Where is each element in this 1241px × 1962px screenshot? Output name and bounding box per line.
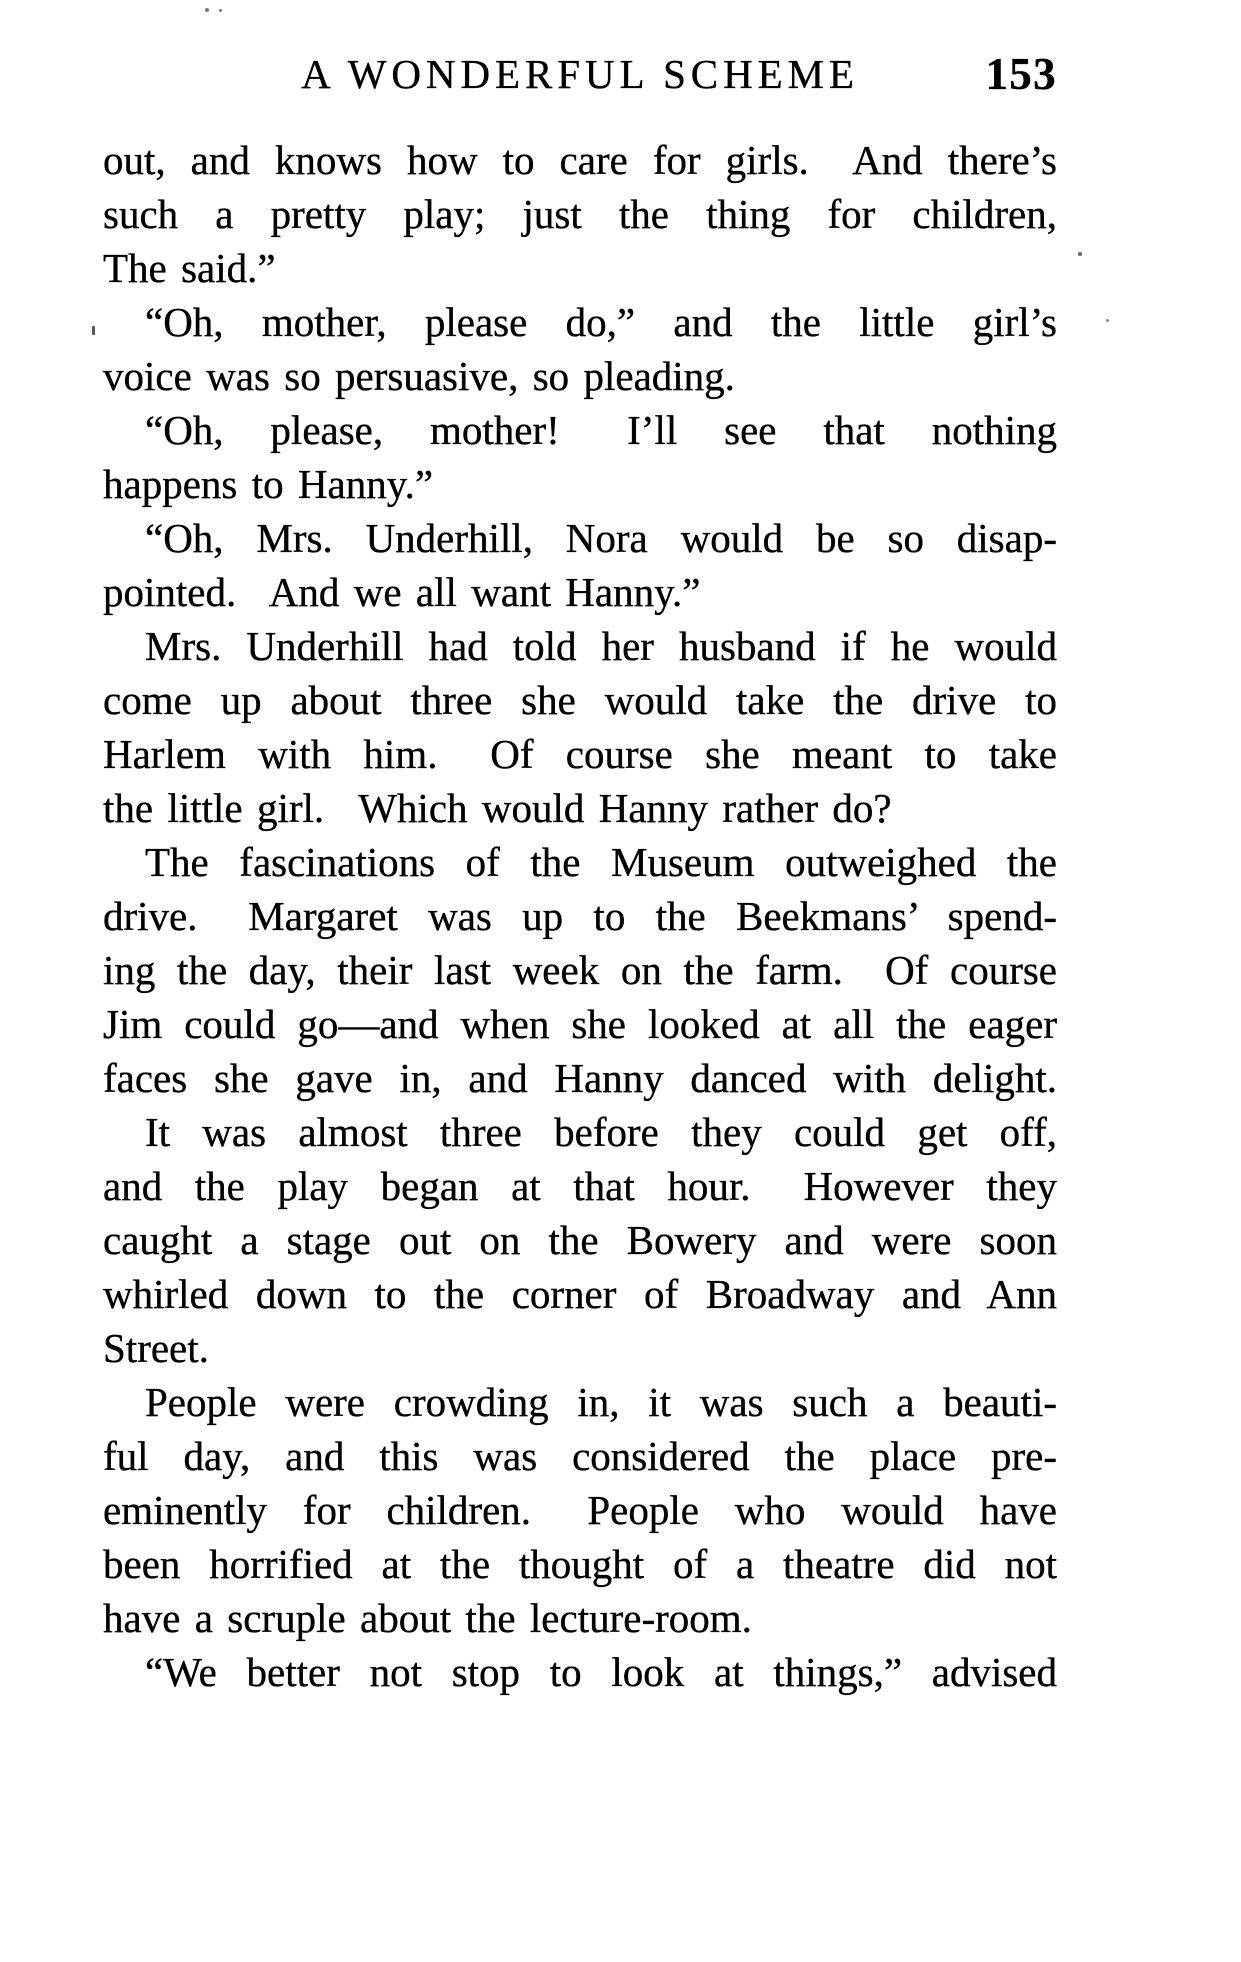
text-line: “Oh, please, mother! I’ll see that nothing (145, 407, 1057, 453)
running-header-title: A WONDERFUL SCHEME (301, 51, 859, 97)
text-line: Street. (103, 1325, 209, 1371)
text-line: “Oh, mother, please do,” and the little girl’s (145, 299, 1057, 345)
text-line: out, and knows how to care for girls. And there’s (103, 137, 1057, 183)
text-line: eminently for children. People who would have (103, 1487, 1057, 1533)
text-line: have a scruple about the lecture-room. (103, 1595, 752, 1641)
text-line: such a pretty play; just the thing for children, (103, 191, 1057, 237)
text-line: voice was so persuasive, so pleading. (103, 353, 735, 399)
text-line: faces she gave in, and Hanny danced with delight. (103, 1055, 1057, 1101)
text-line: “Oh, Mrs. Underhill, Nora would be so disap- (145, 515, 1057, 561)
text-line: ing the day, their last week on the farm. Of course (103, 947, 1057, 993)
text-line: The fascinations of the Museum outweighed the (145, 839, 1057, 885)
text-line: Mrs. Underhill had told her husband if he would (145, 623, 1057, 669)
text-line: People were crowding in, it was such a beauti- (145, 1379, 1057, 1425)
text-line: It was almost three before they could get off, (145, 1109, 1057, 1155)
scan-artifact (92, 326, 95, 335)
scan-artifact (1078, 252, 1082, 256)
text-line: ful day, and this was considered the place pre- (103, 1433, 1057, 1479)
text-line: Harlem with him. Of course she meant to take (103, 731, 1057, 777)
text-line: caught a stage out on the Bowery and were soon (103, 1217, 1057, 1263)
page-number: 153 (985, 49, 1057, 99)
text-line: the little girl. Which would Hanny rather do? (103, 785, 892, 831)
text-line: drive. Margaret was up to the Beekmans’ spend- (103, 893, 1057, 939)
text-line: pointed. And we all want Hanny.” (103, 569, 701, 615)
page-body (103, 133, 1057, 1699)
scan-artifact (219, 9, 222, 12)
text-line: come up about three she would take the drive to (103, 677, 1057, 723)
scan-artifact (1106, 319, 1109, 322)
text-line: “We better not stop to look at things,” advised (145, 1649, 1057, 1695)
text-line: happens to Hanny.” (103, 461, 434, 507)
text-line: whirled down to the corner of Broadway and Ann (103, 1271, 1057, 1317)
text-line: been horrified at the thought of a theatre did not (103, 1541, 1057, 1587)
text-line: The said.” (103, 245, 276, 291)
text-line: and the play began at that hour. However they (103, 1163, 1057, 1209)
text-line: Jim could go—and when she looked at all the eager (103, 1001, 1057, 1047)
scan-artifact (205, 8, 209, 12)
